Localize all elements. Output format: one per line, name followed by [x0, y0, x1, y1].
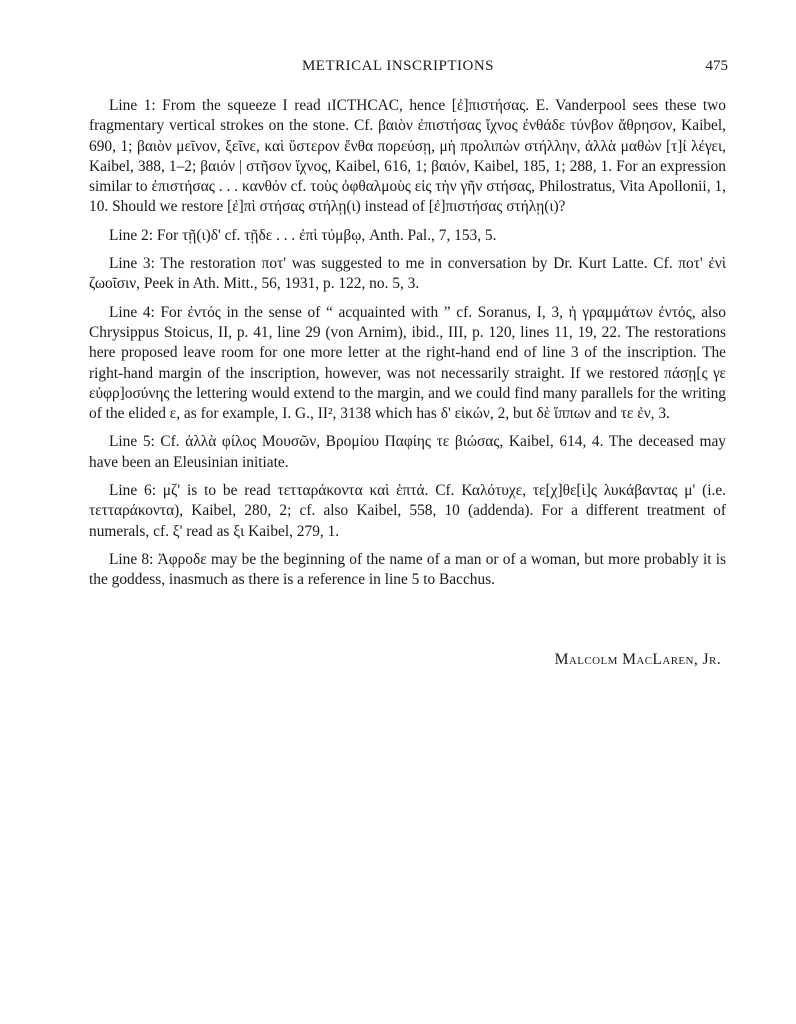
running-title: METRICAL INSCRIPTIONS	[301, 58, 495, 74]
page-number: 475	[705, 58, 728, 74]
running-head	[0, 58, 796, 80]
paragraph-line-1: Line 1: From the squeeze I read ıICTHCAC, hence [ἐ]πιστήσας. E. Vanderpool sees these two fragmentary vertical strokes on the stone. Cf. βαιὸν ἐπιστήσας ἴχνος ἐνθάδε τύνβον ἄθρησον, Kaibel, 690, 1; βαιὸν μεῖνον, ξεῖνε, καὶ ὕστερον ἔνθα πορεύσῃ, μὴ προλιπὼν στήλλην, ἀλλὰ μαθὼν [τ]ί λέγει, Kaibel, 388, 1–2; βαιόν | στῆσον ἴχνος, Kaibel, 616, 1; βαιόν, Kaibel, 185, 1; 288, 1. For an expression similar to ἐπιστήσας . . . κανθόν cf. τοὺς ὀφθαλμοὺς εἰς τὴν γῆν στήσας, Philostratus, Vita Apollonii, 1, 10. Should we restore [ἐ]πὶ στήσας στήλῃ(ι) instead of [ἐ]πιστήσας στήλῃ(ι)?	[89, 97, 726, 216]
paragraph-line-5: Line 5: Cf. ἀλλὰ φίλος Μουσῶν, Βρομίου Παφίης τε βιώσας, Kaibel, 614, 4. The deceased may have been an Eleusinian initiate.	[89, 433, 726, 471]
paragraph-line-6: Line 6: μζ' is to be read τετταράκοντα καὶ ἑπτά. Cf. Καλότυχε, τε[χ]θε[ὶ]ς λυκάβαντας μ' (i.e. τετταράκοντα), Kaibel, 280, 2; cf. also Kaibel, 558, 10 (addenda). For a different treatment of numerals, cf. ξ' read as ξι Kaibel, 279, 1.	[89, 482, 726, 540]
body-text	[89, 96, 726, 599]
paragraph-line-8: Line 8: Ἀφροδε may be the beginning of the name of a man or of a woman, but more probably it is the goddess, inasmuch as there is a reference in line 5 to Bacchus.	[89, 550, 726, 589]
paragraph-line-4: Line 4: For ἐντός in the sense of “ acquainted with ” cf. Soranus, I, 3, ἡ γραμμάτων ἐντός, also Chrysippus Stoicus, II, p. 41, line 29 (von Arnim), ibid., III, p. 120, lines 11, 19, 22. The restorations here proposed leave room for one more letter at the right-hand end of line 3 of the inscription. The right-hand margin of the inscription, however, was not necessarily straight. If we restored πάσῃ[ς γε εὐφρ]οσύνης the lettering would extend to the margin, and we could find many parallels for the writing of the elided ε, as for example, I. G., II², 3138 which has δ' εἰκών, 2, but δὲ ἵππων and τε ἐν, 3.	[89, 303, 726, 423]
author-signature: Malcolm MacLaren, Jr.	[554, 651, 721, 668]
paragraph-line-3: Line 3: The restoration ποτ' was suggested to me in conversation by Dr. Kurt Latte. Cf. ποτ' ἐνὶ ζωοῖσιν, Peek in Ath. Mitt., 56, 1931, p. 122, no. 5, 3.	[89, 255, 726, 293]
paragraph-line-2: Line 2: For τῇ(ι)δ' cf. τῇδε . . . ἐπὶ τύμβῳ, Anth. Pal., 7, 153, 5.	[109, 226, 497, 244]
